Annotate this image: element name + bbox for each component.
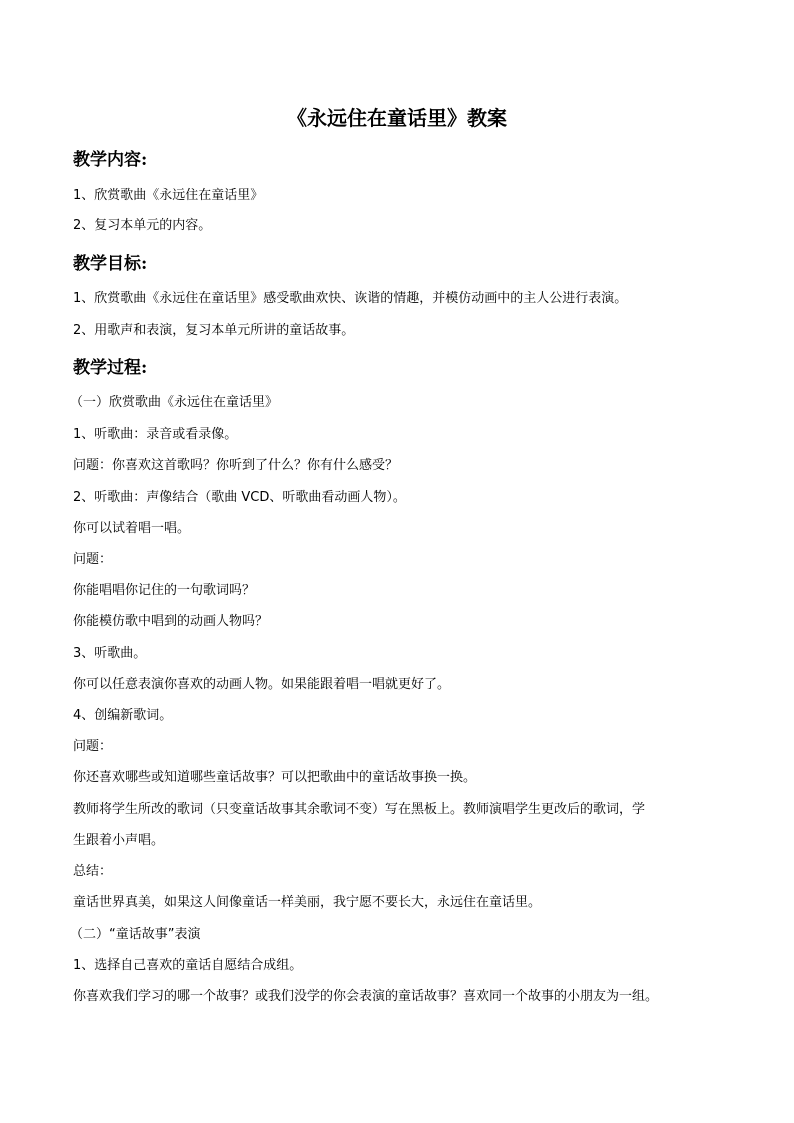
process-step-3a: 你可以任意表演你喜欢的动画人物。如果能跟着唱一唱就更好了。 [73, 677, 451, 692]
process-step-5: 1、选择自己喜欢的童话自愿结合成组。 [73, 958, 303, 973]
goal-item-1: 1、欣赏歌曲《永远住在童话里》感受歌曲欢快、诙谐的情趣，并模仿动画中的主人公进行表演。 [73, 291, 628, 306]
process-teacher-line-2: 生跟着小声唱。 [73, 833, 165, 848]
process-step-3: 3、听歌曲。 [73, 646, 147, 661]
heading-teaching-process: 教学过程: [73, 358, 148, 378]
content-item-2: 2、复习本单元的内容。 [73, 218, 212, 233]
process-question-2b: 你能模仿歌中唱到的动画人物吗？ [73, 614, 269, 629]
goal-item-2: 2、用歌声和表演，复习本单元所讲的童话故事。 [73, 323, 355, 338]
heading-teaching-goals: 教学目标: [73, 254, 148, 274]
process-question-3: 问题： [73, 739, 113, 754]
process-summary-text: 童话世界真美，如果这人间像童话一样美丽，我宁愿不要长大，永远住在童话里。 [73, 895, 542, 910]
process-question-2: 问题： [73, 552, 113, 567]
document-title: 《永远住在童话里》教案 [287, 106, 507, 130]
process-step-5a: 你喜欢我们学习的哪一个故事？或我们没学的你会表演的童话故事？喜欢同一个故事的小朋友为一组。 [73, 989, 659, 1004]
heading-teaching-content: 教学内容: [73, 150, 148, 170]
process-step-2: 2、听歌曲：声像结合（歌曲 VCD、听歌曲看动画人物）。 [73, 490, 406, 505]
process-question-3a: 你还喜欢哪些或知道哪些童话故事？可以把歌曲中的童话故事换一换。 [73, 770, 477, 785]
process-question-1: 问题：你喜欢这首歌吗？你听到了什么？你有什么感受？ [73, 458, 399, 473]
process-question-2a: 你能唱唱你记住的一句歌词吗？ [73, 583, 256, 598]
process-step-1: 1、听歌曲：录音或看录像。 [73, 427, 238, 442]
process-part-2: （二）“童话故事”表演 [70, 927, 201, 942]
process-step-4: 4、创编新歌词。 [73, 708, 173, 723]
process-part-1: （一）欣赏歌曲《永远住在童话里》 [70, 395, 279, 410]
process-try-singing: 你可以试着唱一唱。 [73, 521, 191, 536]
process-summary-label: 总结： [73, 864, 113, 879]
content-item-1: 1、欣赏歌曲《永远住在童话里》 [73, 188, 264, 203]
process-teacher-line-1: 教师将学生所改的歌词（只变童话故事其余歌词不变）写在黑板上。教师演唱学生更改后的歌词，学 [73, 802, 646, 817]
